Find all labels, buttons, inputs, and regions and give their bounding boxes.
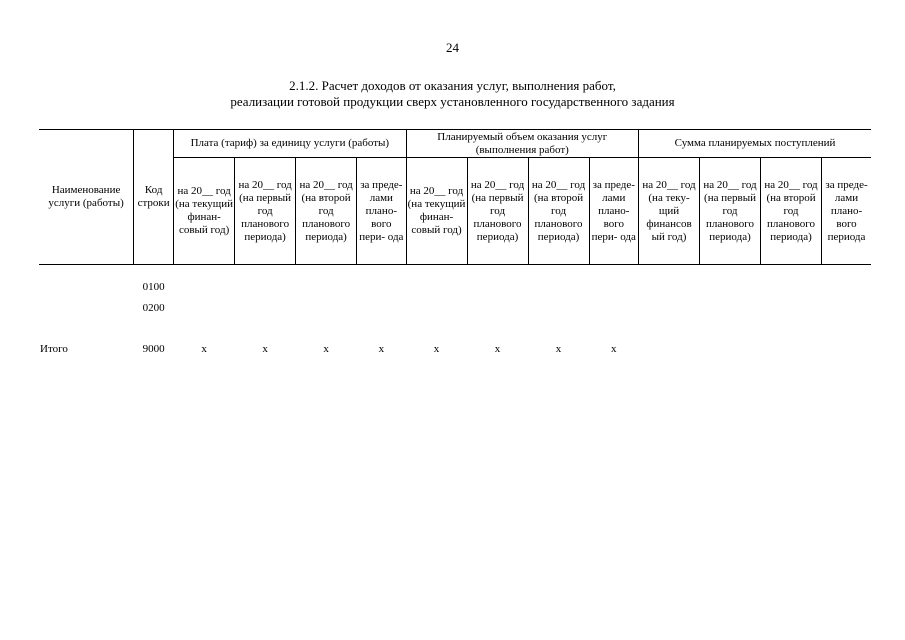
row-code: 0200 — [142, 302, 165, 314]
table-cell — [467, 298, 528, 319]
table-row-total — [39, 339, 871, 360]
header-group-sum: Сумма планируемых поступлений — [639, 130, 871, 158]
spacer-cell — [39, 319, 871, 339]
table-cell — [700, 265, 761, 299]
table-cell — [235, 298, 296, 319]
header-sub-cell: на 20__ год (на текущий финан- совый год) — [174, 158, 235, 265]
header-sub-cell: на 20__ год (на первый год планового периода) — [700, 158, 761, 265]
table-cell — [589, 265, 638, 299]
table-cell — [761, 339, 822, 360]
header-sub-cell: на 20__ год (на первый год планового периода) — [235, 158, 296, 265]
table-cell — [639, 298, 700, 319]
table-cell: x — [323, 343, 329, 355]
table-cell — [822, 339, 871, 360]
table-cell — [589, 298, 638, 319]
row-name: Итого — [40, 343, 68, 355]
header-sub-cell: на 20__ год (на второй год планового периода) — [528, 158, 589, 265]
table-cell: x — [611, 343, 617, 355]
table-cell — [296, 298, 357, 319]
table-cell: x — [378, 343, 385, 355]
table-cell — [174, 298, 235, 319]
table-cell — [528, 265, 589, 299]
table-cell — [406, 298, 467, 319]
spacer-row — [39, 319, 871, 339]
table-cell — [406, 265, 467, 299]
table-cell — [761, 265, 822, 299]
table-cell: x — [262, 343, 268, 355]
table-cell — [467, 265, 528, 299]
table-cell — [700, 339, 761, 360]
title-line-1: 2.1.2. Расчет доходов от оказания услуг, выполнения работ, — [289, 78, 616, 93]
table-cell — [761, 298, 822, 319]
table-cell — [528, 298, 589, 319]
header-sub-cell: на 20__ год (на текущий финан- совый год) — [406, 158, 467, 265]
row-code: 0100 — [142, 281, 165, 293]
table-cell — [822, 298, 871, 319]
header-sub-cell: на 20__ год (на второй год планового периода) — [761, 158, 822, 265]
header-service-name: Наименование услуги (работы) — [39, 130, 134, 265]
header-group-tariff: Плата (тариф) за единицу услуги (работы) — [174, 130, 406, 158]
row-name — [39, 265, 134, 299]
table-row — [39, 265, 871, 299]
header-sub-cell: за преде- лами плано- вого периода — [822, 158, 871, 265]
header-sub-cell: за преде- лами плано- вого пери- ода — [589, 158, 638, 265]
header-line-code: Код строки — [134, 130, 174, 265]
table-cell — [235, 265, 296, 299]
row-code: 9000 — [142, 343, 165, 355]
table-cell — [639, 339, 700, 360]
table-cell — [822, 265, 871, 299]
table-cell: x — [494, 343, 501, 355]
row-name — [39, 298, 134, 319]
header-sub-cell: на 20__ год (на второй год планового периода) — [296, 158, 357, 265]
header-sub-cell: за преде- лами плано- вого пери- ода — [357, 158, 406, 265]
revenue-calculation-table — [39, 129, 871, 360]
header-group-volume: Планируемый объем оказания услуг (выполнения работ) — [406, 130, 638, 158]
table-cell — [296, 265, 357, 299]
table-cell — [639, 265, 700, 299]
table-cell — [174, 265, 235, 299]
header-sub-cell: на 20__ год (на теку- щий финансов ый год) — [639, 158, 700, 265]
table-cell — [357, 265, 406, 299]
table-cell: x — [433, 343, 440, 355]
header-sub-cell: на 20__ год (на первый год планового периода) — [467, 158, 528, 265]
page-number: 24 — [446, 40, 459, 55]
table-cell: x — [555, 343, 562, 355]
table-cell — [357, 298, 406, 319]
table-cell — [700, 298, 761, 319]
section-title — [0, 78, 905, 110]
title-line-2: реализации готовой продукции сверх установленного государственного задания — [230, 94, 675, 109]
table-row — [39, 298, 871, 319]
table-cell: x — [201, 343, 207, 355]
